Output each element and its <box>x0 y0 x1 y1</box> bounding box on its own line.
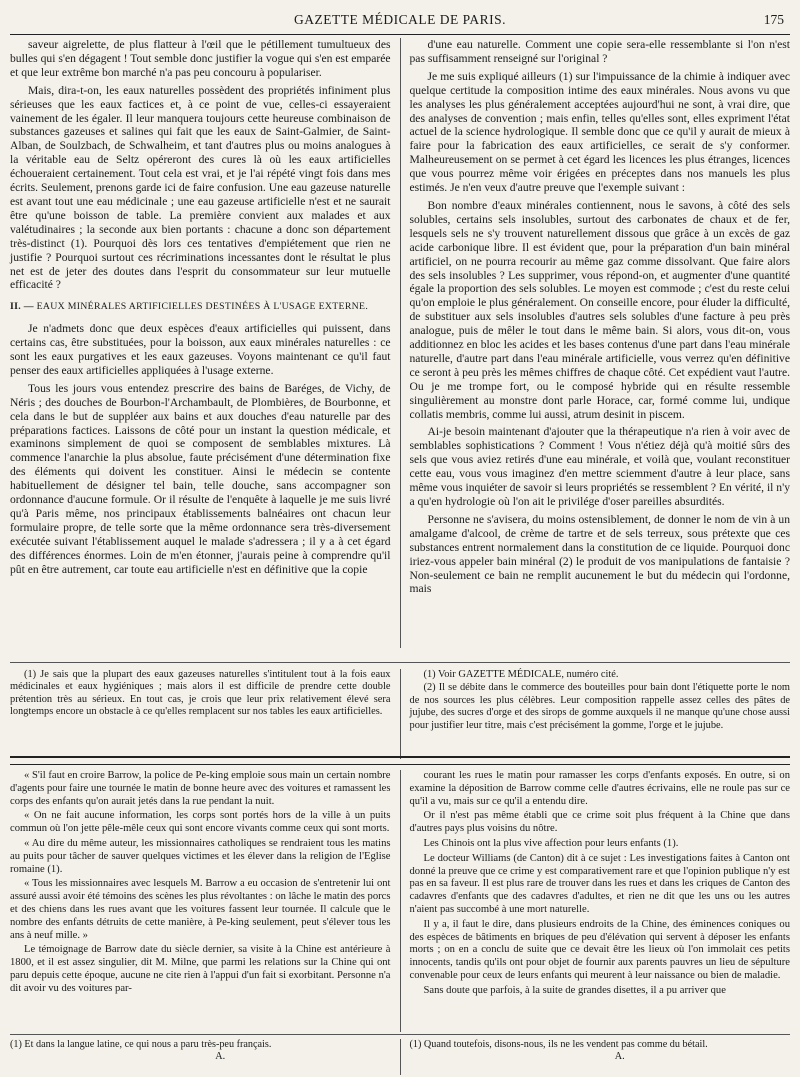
paragraph: Bon nombre d'eaux minérales contiennent, nous le savons, à côté des sels solubles, certains sels insolubles, surtout des carbonates de chaux et de fer, lesquels sels ne s'y trouvent naturellement dissous que grâce à un excès de gaz acide carbonique libre. Il est évident que, pour la préparation d'un bain minéral artificiel, on ne pourra recourir au même gaz comme dissolvant. Que faire alors des sels insolubles ? Les supprimer, vous répond-on, et augmenter d'une quantité égale la proportion des sels solubles. Le moyen est commode ; c'est du reste celui qu'on emploie le plus généralement. On conseille encore, pour éluder la difficulté, de substituer aux sels insolubles d'autres sels solubles d'une facture à peu près analogue, puis de mêler le tout dans le même bain. Si alors, vous dit-on, vous additionnez en bloc les acides et les bases contenus d'une part dans l'eau minérale naturelle, d'autre part dans l'eau minérale artificielle, vous verrez qu'en définitive ce seront à peu près les mêmes chiffres de chaque côté. Cet expédient vaut l'autre. Ou je me trompe fort, ou le composé hybride qui en résulte ressemble singulièrement au monstre dont parle Horace, car, formé comme lui, undique collatis membris, comme lui aussi, atrum desinit in piscem. <box>409 198 790 421</box>
main-left-column <box>10 38 401 648</box>
section-heading <box>10 300 391 314</box>
paragraph: d'une eau naturelle. Comment une copie sera-elle ressemblante si l'on n'est pas suffisamment renseigné sur l'original ? <box>409 38 790 65</box>
paragraph: Je me suis expliqué ailleurs (1) sur l'impuissance de la chimie à indiquer avec quelque certitude la composition intime des eaux minérales. Nous avons vu que les analyses les plus généralement acceptées aujourd'hui ne sont, à vrai dire, que des analyses de convention ; mais enfin, telles qu'elles sont, elles expriment l'état actuel de la science hydrologique. Il semble donc que ce qu'il y aurait de mieux à faire pour la fabrication des eaux artificielles, ce serait de s'y conformer. Malheureusement on se permet à cet égard les licences les plus étranges, licences que vous pourrez même voir érigées en préceptes dans nos manuels les plus estimés. Je n'en veux d'autre preuve que l'exemple suivant : <box>409 69 790 195</box>
feuilleton-note-left <box>10 1039 401 1075</box>
footnotes-left <box>10 669 401 759</box>
feuilleton-left-column <box>10 770 401 1032</box>
paragraph: « On ne fait aucune information, les corps sont portés hors de la ville à un puits commun où l'on jette pêle-mêle ceux qui sont encore vivants comme ceux qui sont morts. <box>10 810 391 835</box>
paragraph: Ai-je besoin maintenant d'ajouter que la thérapeutique n'a rien à voir avec de semblables sophistications ? Comment ! Vous n'étiez déjà qu'à moitié sûrs des sels que vous aviez retirés d'une eau minérale, et voilà que, voulant reconstituer cette eau, vous vous imaginez d'en mettre sciemment d'autre à leur place, sans même vous inquiéter de savoir si leurs propriétés se ressemblent ? En vérité, il n'y a qu'en hydrologie où l'on ait le privilége d'oser pareilles absurdités. <box>409 425 790 508</box>
paragraph: Il y a, il faut le dire, dans plusieurs endroits de la Chine, des éminences coniques ou des espèces de bâtiments en briques de peu d'élévation qui servent à déposer les enfants morts ; on en a conclu de suite que ce devait être les lieux où l'on immolait ces petits innocents, tandis qu'ils ont pour objet de fournir aux parents pauvres un lieu de sépulture convenable pour ceux de leurs enfants qui meurent à leur naissance ou bien de maladie. <box>409 918 790 981</box>
paragraph: « Tous les missionnaires avec lesquels M. Barrow a eu occasion de s'entretenir lui ont assuré aussi avoir été témoins des scènes les plus révoltantes : on lâche le matin des porcs et des chiens dans les rues avant que les voitures fassent leur tournée. Il calcule que le nombre des enfants détruits de cette manière, à Pe-king seulement, peut s'élever tous les ans à neuf mille. » <box>10 878 391 941</box>
paragraph: Je n'admets donc que deux espèces d'eaux artificielles qui puissent, dans certains cas, être substituées, pour la boisson, aux eaux minérales naturelles : ce sont les eaux purgatives et les eaux gazeuses. Voyons maintenant ce qu'il faut penser des eaux artificielles appliquées à l'usage externe. <box>10 322 391 377</box>
paragraph: Or il n'est pas même établi que ce crime soit plus fréquent à la Chine que dans d'autres pays plus voisins du nôtre. <box>409 810 790 835</box>
footnotes-right <box>401 669 791 759</box>
paragraph: « Au dire du même auteur, les missionnaires catholiques se rendraient tous les matins au puits pour tâcher de sauver quelques victimes et les élever dans la religion de l'Eglise romaine (1). <box>10 837 391 875</box>
paragraph: courant les rues le matin pour ramasser les corps d'enfants exposés. En outre, si on examine la déposition de Barrow comme celle d'autres écrivains, elle ne roule pas sur ce qu'il a vu, mais sur ce qu'il a entendu dire. <box>409 770 790 807</box>
footnotes <box>10 662 790 759</box>
footnote: (1) Et dans la langue latine, ce qui nous a paru très-peu français. <box>10 1039 272 1050</box>
main-right-column <box>401 38 791 648</box>
paragraph: Mais, dira-t-on, les eaux naturelles possèdent des propriétés infiniment plus sérieuses que les eaux factices et, à ce point de vue, celles-ci essayeraient vainement de les égaler. Il leur manquera toujours cette heureuse combinaison de substances gazeuses et salines qui fait que les eaux de Saint-Galmier, de Saint-Alban, de Soulzbach, de Schwalheim, et tant d'autres plus ou moins analogues à la véritable eau de Seltz opéreront des cures là où les eaux artificielles échoueraient certainement. Tout cela est vrai, et je l'ai répété vingt fois dans mes écrits. Seulement, prenons garde ici de faire confusion. Une eau gazeuse naturelle est avant tout une eau médicinale ; une eau gazeuse artificielle n'est et ne saurait être qu'une boisson de table. La première convient aux malades et aux valétudinaires ; la seconde aux bien portants : chacune a donc son département très-distinct (1). Pourquoi dès lors ces tentatives d'empiétement que rien ne justifie ? Pourquoi surtout ces récriminations incessantes dont le résultat le plus net est de jeter des doutes dans l'esprit du consommateur sur leur mutuelle efficacité ? <box>10 83 391 292</box>
journal-title: GAZETTE MÉDICALE DE PARIS. <box>294 12 506 27</box>
paragraph: « S'il faut en croire Barrow, la police de Pe-king emploie sous main un certain nombre d'agents pour faire une tournée le matin de bonne heure avec des voitures et ramassent les corps des enfants qu'on aurait jetés dans la rue pendant la nuit. <box>10 770 391 807</box>
feuilleton-footnotes <box>10 1034 790 1075</box>
paragraph: Tous les jours vous entendez prescrire des bains de Baréges, de Vichy, de Néris ; des douches de Bourbon-l'Archambault, de Plombières, de Bourbonne, et cela dans le but de suppléer aux bains et aux douches d'eau naturelle par des préparations factices. Laissons de côté pour un instant la question médicale, et examinons simplement de quoi se composent de semblables mixtures. Là commence l'anarchie la plus absolue, faute précisément d'une détermination fixe des éléments qui doivent les constituer. Ainsi le médecin se contente habituellement de désigner tel bain, telle douche, sans accompagner son ordonnance d'aucune formule. Or il résulte de l'enquête à laquelle je me suis livré qu'à Paris même, nos principaux établissements balnéaires ont chacun leur formulaire propre, de telle sorte que la même ordonnance sera très-diversement exécutée suivant l'établissement auquel le malade s'adressera ; il y a à cet égard des différences énormes. Loin de m'en étonner, j'aurais peine à comprendre qu'il pût en être autrement, car toute eau artificielle n'est en définitive que la copie <box>10 381 391 576</box>
paragraph: saveur aigrelette, de plus flatteur à l'œil que le pétillement tumultueux des bulles qui s'en dégagent ! Tout semble donc justifier la vogue qui s'en est emparée et que leur extrême bon marché n'a pas peu concouru à populariser. <box>10 38 391 79</box>
footnote: (1) Voir GAZETTE MÉDICALE, numéro cité. <box>423 669 619 680</box>
paragraph: Le docteur Williams (de Canton) dit à ce sujet : Les investigations faites à Canton ont donné la preuve que ce crime y est comparativement rare et que l'opinion publique n'y est pas en sa faveur. Il est plus rare de trouver dans les rues et dans les criques de Canton des cadavres d'enfants que des cadavres d'adultes, et rien ne dit que les uns ou les autres n'aient pas succombé à une mort naturelle. <box>409 852 790 915</box>
running-head <box>10 0 790 35</box>
section-title: EAUX MINÉRALES ARTIFICIELLES DESTINÉES À L'USAGE EXTERNE. <box>36 301 369 313</box>
footnote: (1) Je sais que la plupart des eaux gazeuses naturelles s'intitulent tout à la fois eaux médicinales et eaux hygiéniques ; mais alors il est difficile de prendre cette double prétention très au sérieux. En tout cas, je crois que leur prix relativement élevé sera longtemps encore un obstacle à ce qu'elles remplacent sur nos tables les eaux artificielles. <box>10 669 391 718</box>
feuilleton <box>10 770 790 1032</box>
paragraph: Le témoignage de Barrow date du siècle dernier, sa visite à la Chine est antérieure à 1800, et il est assez singulier, dit M. Milne, que parmi les relations sur la Chine qui ont paru depuis cette époque, aucune ne cite rien à l'appui d'un fait si exorbitant. Personne n'a dit avoir vu des voitures par- <box>10 944 391 994</box>
signature-initial: A. <box>614 1051 625 1062</box>
main-text <box>10 38 790 648</box>
feuilleton-note-right <box>401 1039 791 1075</box>
feuilleton-right-column <box>401 770 791 1032</box>
paragraph: Personne ne s'avisera, du moins ostensiblement, de donner le nom de vin à un amalgame d'alcool, de crème de tartre et de sels terreux, sous prétexte que ces substances entrent normalement dans la constitution de ce liquide. Pourquoi donc iriez-vous appeler bain minéral (2) le produit de vos manipulations de fantaisie ? Non-seulement ce bain ne remplit aucunement le but du médecin qui l'ordonne, mais <box>409 512 790 596</box>
feuilleton-divider <box>10 756 790 765</box>
footnote: (1) Quand toutefois, disons-nous, ils ne les vendent pas comme du bétail. <box>409 1039 708 1050</box>
paragraph: Les Chinois ont la plus vive affection pour leurs enfants (1). <box>423 837 679 849</box>
paragraph: Sans doute que parfois, à la suite de grandes disettes, il a pu arriver que <box>423 984 726 996</box>
section-number: II. — <box>10 301 34 313</box>
footnote: (2) Il se débite dans le commerce des bouteilles pour bain dont l'étiquette porte le nom de nos sources les plus célèbres. Leur composition rappelle assez celles des pâtes de jujube, des sucres d'orge et des sirops de gomme auxquels il ne manque qu'une chose aussi pour justifier leur titre, mais c'est précisément la gomme, l'orge et le jujube. <box>409 682 790 731</box>
signature-initial: A. <box>215 1051 226 1062</box>
page-number: 175 <box>763 12 784 27</box>
